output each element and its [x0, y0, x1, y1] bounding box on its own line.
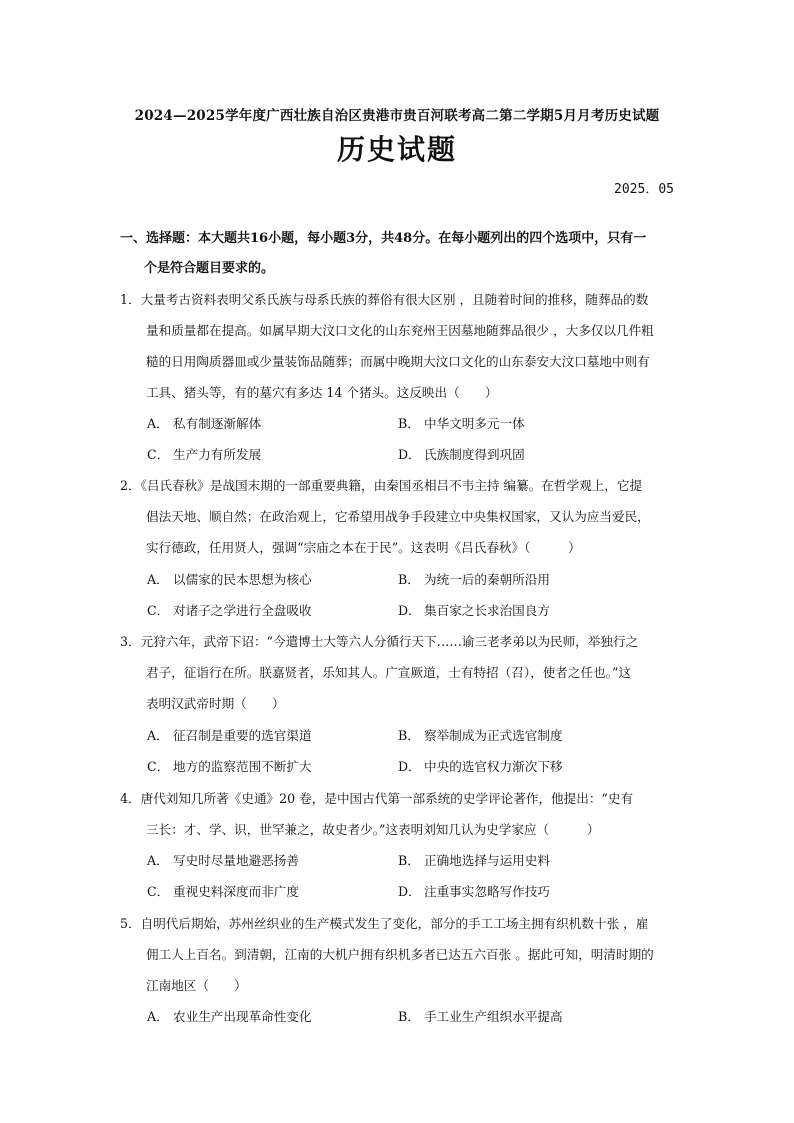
question-line: 佣工人上百名。到清朝，江南的大机户拥有织机多者已达五六百张 。据此可知，明清时期的 [146, 947, 654, 962]
exam-title: 2024—2025学年度广西壮族自治区贵港市贵百河联考高二第二学期5月月考历史试题 [134, 108, 660, 124]
question-2 [120, 470, 680, 563]
question-line: 君子，征诣行在所。朕嘉贤者，乐知其人。广宣厥道，士有特招（召），使者之任也。”这 [146, 665, 631, 680]
option-b[interactable]: B． 手工业生产组织水平提高 [398, 1009, 563, 1024]
question-line: 实行德政，任用贤人，强调“宗庙之本在于民”。这表明《吕氏春秋》（ ） [146, 540, 581, 555]
question-line: 量和质量都在提高。如属早期大汶口文化的山东兖州王因墓地随葬品很少 ，大多仅以几件粗 [146, 323, 654, 338]
option-a[interactable]: A． 农业生产出现革命性变化 [147, 1009, 312, 1024]
question-3 [120, 626, 680, 719]
question-line: 4．唐代刘知几所著《史通》20 卷，是中国古代第一部系统的史学评论著作，他提出：“史有 [120, 791, 634, 806]
question-line: 倡法天地、顺自然；在政治观上，它希望用战争手段建立中央集权国家，又认为应当爱民， [146, 509, 650, 524]
exam-date: 2025．05 [614, 182, 674, 197]
question-line: 1．大量考古资料表明父系氏族与母系氏族的葬俗有很大区别 ，且随着时间的推移，随葬品的数 [120, 292, 649, 307]
page-title: 历史试题 [336, 133, 457, 166]
question-line: 糙的日用陶质器皿或少量装饰品随葬；而属中晚期大汶口文化的山东泰安大汶口墓地中则有 [146, 354, 650, 369]
question-4-options [147, 845, 667, 907]
option-d[interactable]: D． 氏族制度得到巩固 [398, 447, 525, 462]
option-c[interactable]: C． 生产力有所发展 [147, 447, 262, 462]
question-5-options [147, 1001, 667, 1032]
question-line: 三长：才、学、识，世罕兼之，故史者少。”这表明刘知几认为史学家应（ ） [146, 822, 600, 837]
option-a[interactable]: A． 私有制逐渐解体 [147, 416, 262, 431]
option-c[interactable]: C． 重视史料深度而非广度 [147, 884, 299, 899]
option-d[interactable]: D． 集百家之长求治国良方 [398, 603, 550, 618]
option-a[interactable]: A． 征召制是重要的选官渠道 [147, 728, 312, 743]
option-b[interactable]: B． 正确地选择与运用史料 [398, 853, 550, 868]
question-1-options [147, 408, 667, 470]
question-line: 3．元狩六年，武帝下诏：“今遣博士大等六人分循行天下……谕三老孝弟以为民师，举独行之 [120, 634, 639, 649]
question-line: 工具、猪头等，有的墓穴有多达 14 个猪头。这反映出（ ） [146, 385, 498, 400]
question-line: 2．《吕氏春秋》是战国末期的一部重要典籍，由秦国丞相吕不韦主持 编纂。在哲学观上，它提 [120, 478, 643, 493]
question-1 [120, 284, 680, 408]
option-c[interactable]: C． 地方的监察范围不断扩大 [147, 759, 312, 774]
option-d[interactable]: D． 中央的选官权力渐次下移 [398, 759, 563, 774]
question-line: 江南地区（ ） [146, 978, 247, 993]
option-b[interactable]: B． 中华文明多元一体 [398, 416, 525, 431]
section-heading [120, 224, 680, 284]
option-b[interactable]: B． 为统一后的秦朝所沿用 [398, 572, 550, 587]
option-a[interactable]: A． 以儒家的民本思想为核心 [147, 572, 312, 587]
question-3-options [147, 720, 667, 782]
question-2-options [147, 564, 667, 626]
question-line: 5．自明代后期始，苏州丝织业的生产模式发生了变化，部分的手工工场主拥有织机数十张 ，雇 [120, 916, 649, 931]
option-d[interactable]: D． 注重事实忽略写作技巧 [398, 884, 550, 899]
option-a[interactable]: A． 写史时尽量地避恶扬善 [147, 853, 299, 868]
question-line: 表明汉武帝时期（ ） [146, 696, 285, 711]
option-b[interactable]: B． 察举制成为正式选官制度 [398, 728, 563, 743]
question-5 [120, 908, 680, 1001]
option-c[interactable]: C． 对诸子之学进行全盘吸收 [147, 603, 312, 618]
section-heading-line1: 一、选择题：本大题共16小题，每小题3分，共48分。在每小题列出的四个选项中，只有一 [120, 231, 647, 246]
question-4 [120, 783, 680, 845]
section-heading-line2: 个是符合题目要求的。 [144, 261, 275, 276]
